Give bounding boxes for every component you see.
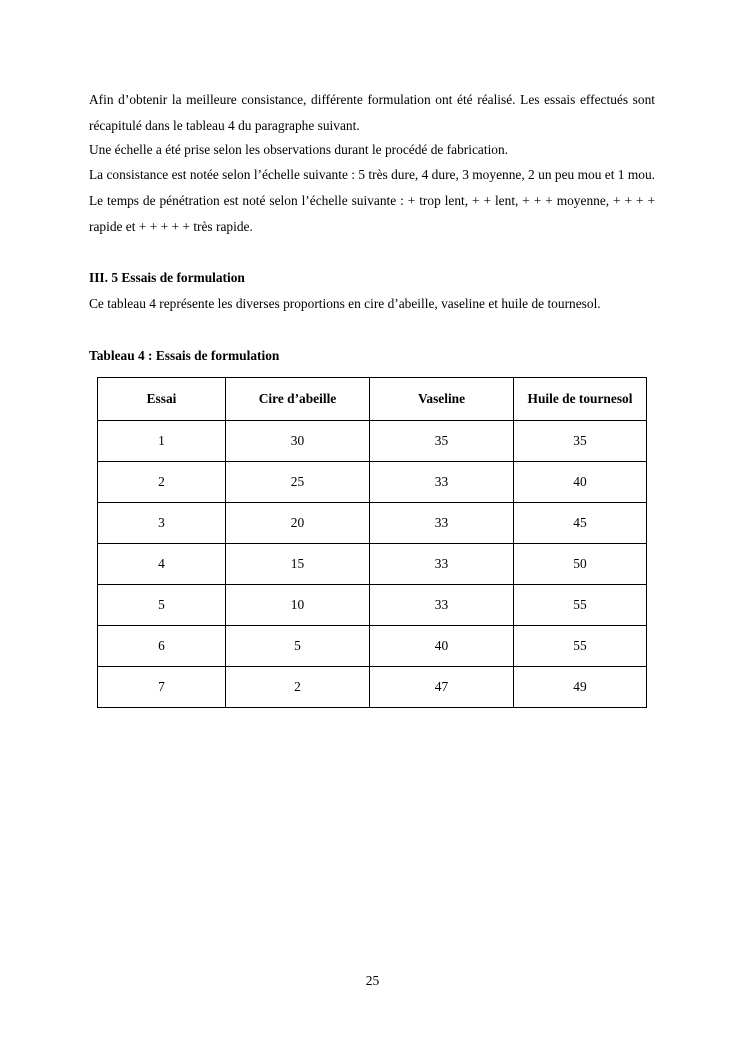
header-cire-abeille: Cire d’abeille: [226, 378, 370, 421]
cell-huile-tournesol: 49: [514, 667, 647, 708]
cell-essai: 4: [98, 544, 226, 585]
cell-cire-abeille: 10: [226, 585, 370, 626]
table-row: [98, 421, 647, 462]
section-heading: III. 5 Essais de formulation: [89, 270, 245, 285]
cell-huile-tournesol: 55: [514, 585, 647, 626]
cell-vaseline: 47: [370, 667, 514, 708]
cell-vaseline: 33: [370, 585, 514, 626]
cell-cire-abeille: 5: [226, 626, 370, 667]
cell-cire-abeille: 2: [226, 667, 370, 708]
cell-huile-tournesol: 35: [514, 421, 647, 462]
table-row: [98, 544, 647, 585]
table-header-row: [98, 378, 647, 421]
header-huile-tournesol: Huile de tournesol: [514, 378, 647, 421]
header-vaseline: Vaseline: [370, 378, 514, 421]
table-row: [98, 585, 647, 626]
cell-vaseline: 33: [370, 544, 514, 585]
cell-vaseline: 35: [370, 421, 514, 462]
table-caption: Tableau 4 : Essais de formulation: [89, 348, 280, 363]
cell-cire-abeille: 25: [226, 462, 370, 503]
consistency-paragraph: La consistance est notée selon l’échelle suivante : 5 très dure, 4 dure, 3 moyenne, 2 un peu mou et 1 mou. Le temps de pénétration est noté selon l’échelle suivante : + trop lent, + + lent, + + + moyenne, + + + + rapide et + + + + + très rapide.: [89, 167, 655, 234]
cell-cire-abeille: 20: [226, 503, 370, 544]
cell-vaseline: 40: [370, 626, 514, 667]
cell-vaseline: 33: [370, 462, 514, 503]
cell-essai: 1: [98, 421, 226, 462]
cell-cire-abeille: 15: [226, 544, 370, 585]
cell-huile-tournesol: 50: [514, 544, 647, 585]
cell-essai: 2: [98, 462, 226, 503]
formulation-table: [97, 377, 647, 708]
intro-paragraph: Afin d’obtenir la meilleure consistance, différente formulation ont été réalisé. Les essais effectués sont récapitulé dans le tableau 4 du paragraphe suivant.: [89, 92, 655, 133]
table-row: [98, 626, 647, 667]
cell-essai: 5: [98, 585, 226, 626]
cell-huile-tournesol: 45: [514, 503, 647, 544]
cell-huile-tournesol: 55: [514, 626, 647, 667]
page-number: 25: [365, 973, 380, 988]
cell-vaseline: 33: [370, 503, 514, 544]
cell-cire-abeille: 30: [226, 421, 370, 462]
cell-essai: 3: [98, 503, 226, 544]
cell-huile-tournesol: 40: [514, 462, 647, 503]
table-row: [98, 462, 647, 503]
table-row: [98, 667, 647, 708]
cell-essai: 7: [98, 667, 226, 708]
section-paragraph: Ce tableau 4 représente les diverses proportions en cire d’abeille, vaseline et huile de tournesol.: [89, 296, 601, 311]
header-essai: Essai: [98, 378, 226, 421]
table-row: [98, 503, 647, 544]
cell-essai: 6: [98, 626, 226, 667]
scale-paragraph: Une échelle a été prise selon les observations durant le procédé de fabrication.: [89, 142, 509, 157]
